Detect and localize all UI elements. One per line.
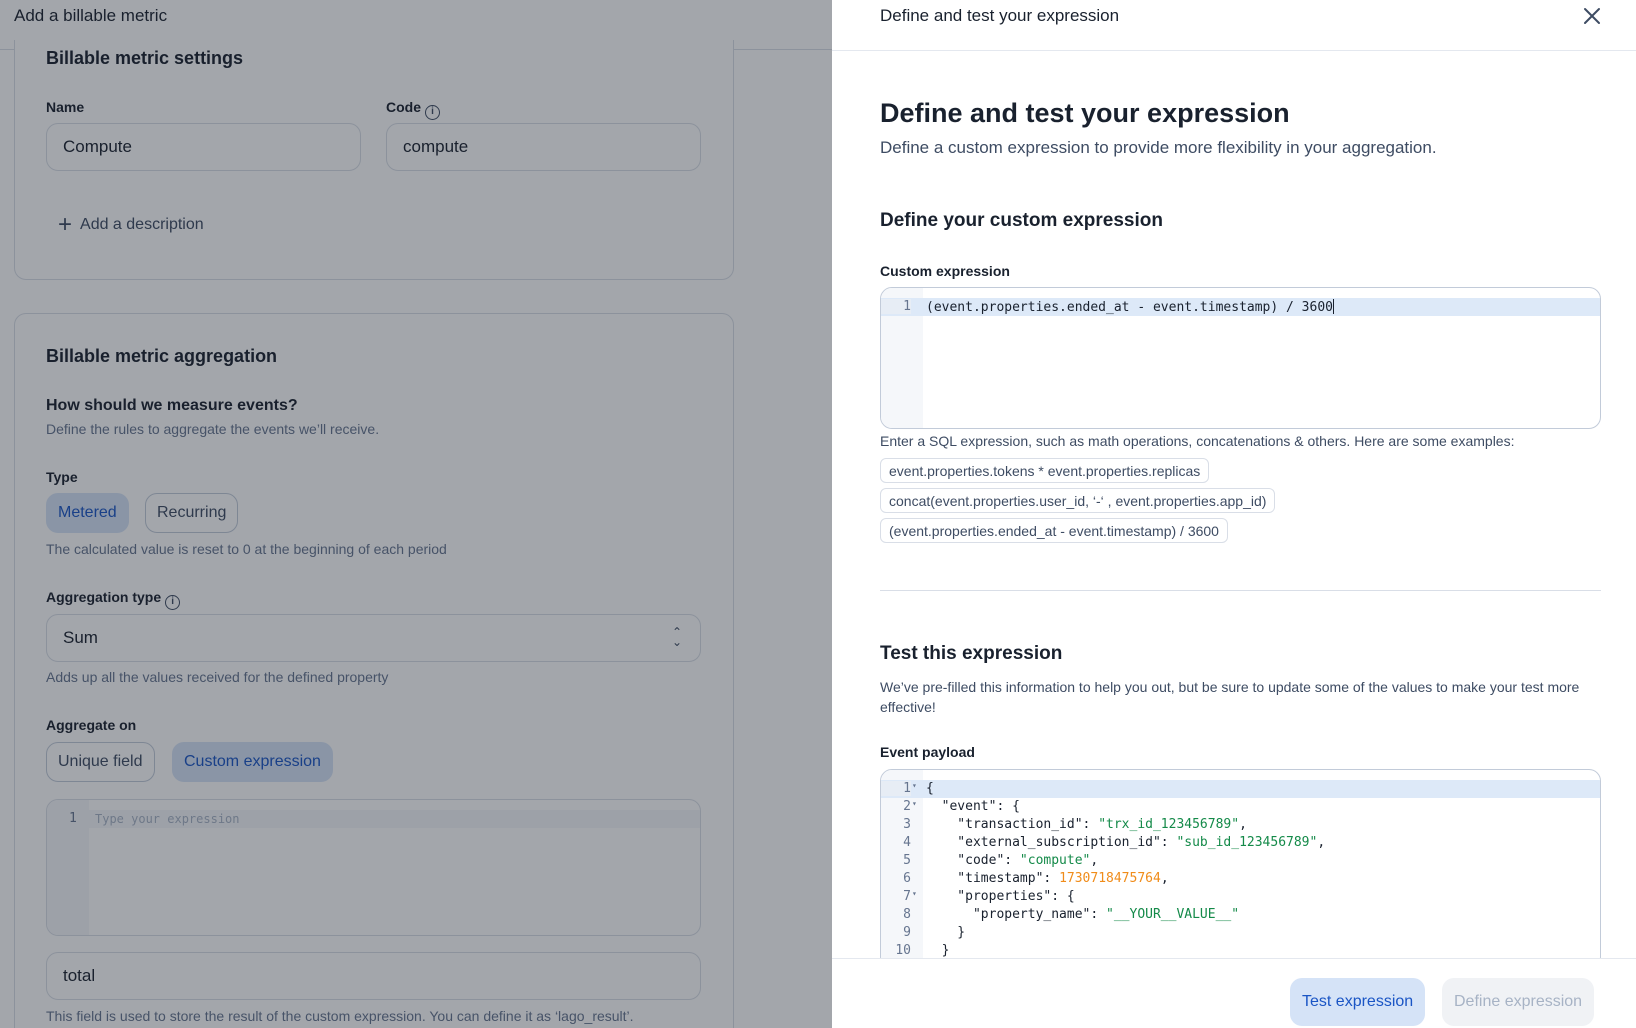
json-key: "code": <box>926 853 1020 868</box>
aggregation-type-value: Sum <box>63 628 98 647</box>
code-line <box>881 924 1600 942</box>
line-number: 4 <box>903 835 911 850</box>
code-line <box>881 798 1600 816</box>
fold-chevron-icon[interactable]: ▾ <box>912 781 917 790</box>
example-chip[interactable]: (event.properties.ended_at - event.timestamp) / 3600 <box>880 518 1228 543</box>
aggregate-on-label: Aggregate on <box>46 717 137 733</box>
line-number: 6 <box>903 871 911 886</box>
aggregation-type-label: Aggregation type <box>46 589 162 605</box>
code-text <box>926 817 1247 832</box>
chevron-up-down-icon: ⌃ ⌄ <box>671 625 682 649</box>
fold-chevron-icon[interactable]: ▾ <box>912 889 917 898</box>
code-line <box>881 780 1600 798</box>
type-help: The calculated value is reset to 0 at the beginning of each period <box>46 541 447 557</box>
json-string-value: "sub_id_123456789" <box>1176 835 1318 850</box>
drawer-subtitle: Define a custom expression to provide more flexibility in your aggregation. <box>880 138 1437 157</box>
line-number: 9 <box>903 925 911 940</box>
section-divider <box>880 590 1601 591</box>
code-text <box>926 907 1239 922</box>
code-line <box>881 816 1600 834</box>
line-number: 1 <box>881 299 911 314</box>
example-chip[interactable]: event.properties.tokens * event.properties.replicas <box>880 458 1209 483</box>
json-key: "transaction_id": <box>926 817 1099 832</box>
expression-drawer <box>832 0 1636 1028</box>
code-line <box>881 852 1600 870</box>
code-line <box>881 888 1600 906</box>
aggregate-unique-field-button[interactable]: Unique field <box>46 742 155 782</box>
name-label: Name <box>46 99 85 115</box>
json-punctuation: , <box>1160 871 1169 886</box>
measure-question: How should we measure events? <box>46 397 298 414</box>
drawer-header-title: Define and test your expression <box>880 6 1120 25</box>
json-punctuation: , <box>1317 835 1326 850</box>
line-number: 10 <box>895 943 911 958</box>
code-text: } <box>926 925 966 940</box>
line-number: 2 <box>903 799 911 814</box>
json-key: "property_name": <box>926 907 1107 922</box>
custom-expression-label: Custom expression <box>880 263 1010 279</box>
aggregation-title: Billable metric aggregation <box>46 346 278 366</box>
code-text <box>926 871 1169 886</box>
name-input-value: Compute <box>63 137 132 156</box>
fold-chevron-icon[interactable]: ▾ <box>912 799 917 808</box>
line-number: 1 <box>881 781 911 796</box>
text-cursor <box>1333 299 1334 314</box>
example-chip[interactable]: concat(event.properties.user_id, ‘-‘ , event.properties.app_id) <box>880 488 1275 513</box>
line-number: 1 <box>69 811 77 826</box>
code-input-value: compute <box>403 137 469 156</box>
measure-help: Define the rules to aggregate the events we’ll receive. <box>46 421 380 437</box>
code-text: "properties": { <box>926 889 1075 904</box>
custom-expression-text: (event.properties.ended_at - event.timestamp) / 3600 <box>926 300 1333 315</box>
type-metered-button[interactable]: Metered <box>46 493 129 533</box>
type-label: Type <box>46 469 78 485</box>
plus-icon: + <box>58 211 73 238</box>
aggregate-custom-expression-button[interactable]: Custom expression <box>172 742 333 782</box>
code-line <box>881 870 1600 888</box>
custom-expression-editor[interactable] <box>880 287 1601 429</box>
type-recurring-button[interactable]: Recurring <box>145 493 238 533</box>
aggregation-type-help: Adds up all the values received for the defined property <box>46 669 389 685</box>
code-text: } <box>926 943 950 958</box>
line-number: 8 <box>903 907 911 922</box>
code-line <box>881 298 1600 316</box>
json-string-value: "__YOUR__VALUE__" <box>1106 907 1240 922</box>
define-section-title: Define your custom expression <box>880 210 1163 231</box>
settings-title: Billable metric settings <box>46 48 244 68</box>
define-expression-button[interactable]: Define expression <box>1442 978 1594 1026</box>
result-field-value: total <box>63 966 96 985</box>
result-field-help: This field is used to store the result of the custom expression. You can define it as ‘lago_result’. <box>46 1008 634 1024</box>
json-punctuation: , <box>1239 817 1247 832</box>
event-payload-editor[interactable] <box>880 769 1601 969</box>
line-number: 5 <box>903 853 911 868</box>
json-number-value: 1730718475764 <box>1059 871 1161 886</box>
add-description-label: Add a description <box>80 216 204 233</box>
code-label: Code <box>386 99 421 115</box>
json-punctuation: , <box>1090 853 1099 868</box>
json-string-value: "trx_id_123456789" <box>1098 817 1240 832</box>
code-line <box>881 906 1600 924</box>
test-expression-button[interactable]: Test expression <box>1290 978 1425 1026</box>
drawer-title: Define and test your expression <box>880 98 1290 128</box>
code-text <box>926 853 1098 868</box>
code-line <box>881 834 1600 852</box>
expression-placeholder: Type your expression <box>95 812 240 826</box>
code-text: { <box>926 781 934 796</box>
info-icon[interactable]: i <box>425 105 440 120</box>
test-help: We’ve pre-filled this information to help you out, but be sure to update some of the values to make your test more effective! <box>880 679 1580 715</box>
code-text: "event": { <box>926 799 1020 814</box>
json-key: "timestamp": <box>926 871 1060 886</box>
json-key: "external_subscription_id": <box>926 835 1177 850</box>
close-icon[interactable] <box>1580 4 1604 28</box>
json-string-value: "compute" <box>1019 853 1091 868</box>
drawer-header <box>832 0 1636 51</box>
page-title: Add a billable metric <box>14 6 168 25</box>
event-payload-label: Event payload <box>880 744 975 760</box>
line-number: 7 <box>903 889 911 904</box>
test-section-title: Test this expression <box>880 643 1063 664</box>
code-text <box>926 835 1325 850</box>
examples-help: Enter a SQL expression, such as math operations, concatenations & others. Here are some examples: <box>880 433 1515 449</box>
drawer-footer <box>832 958 1636 1028</box>
line-number: 3 <box>903 817 911 832</box>
info-icon[interactable]: i <box>165 595 180 610</box>
